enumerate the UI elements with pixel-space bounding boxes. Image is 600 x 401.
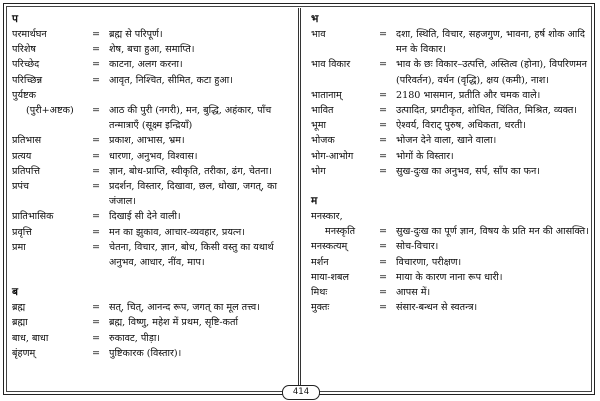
section-gap xyxy=(12,270,294,285)
entry-term: प्रतिभास xyxy=(12,135,42,147)
section-heading-ba: ब xyxy=(12,286,18,299)
glossary-entry xyxy=(311,270,591,285)
entry-definition: विचारणा, परीक्षण। xyxy=(396,256,462,268)
glossary-entry xyxy=(12,164,294,179)
equals-sign: = xyxy=(378,120,388,132)
equals-sign: = xyxy=(91,59,101,71)
equals-sign: = xyxy=(91,347,101,359)
glossary-entry xyxy=(12,57,294,72)
entry-definition: शेष, बचा हुआ, समाप्ति। xyxy=(109,44,195,56)
entry-definition: प्रदर्शन, विस्तार, दिखावा, छल, धोखा, जगत्, का जंजाल। xyxy=(109,181,277,208)
glossary-entry xyxy=(12,149,294,164)
entry-term: परिच्छिन्न xyxy=(12,74,43,86)
entry-term: भोजक xyxy=(311,135,335,147)
entry-definition: ज्ञान, बोध-प्राप्ति, स्वीकृति, तरीका, ढंग, चेतना। xyxy=(109,165,272,177)
equals-sign: = xyxy=(378,287,388,299)
left-column xyxy=(12,12,294,361)
entry-term: बृंहणम् xyxy=(12,347,36,359)
entry-definition: भोजन देने वाला, खाने वाला। xyxy=(396,135,497,147)
entry-definition: काटना, अलग करना। xyxy=(109,59,183,71)
entry-definition: उत्पादित, प्रगटीकृत, शोधित, चिंतित, मिश्रित, व्यक्त। xyxy=(396,105,577,117)
entry-term: भूमा xyxy=(311,120,326,132)
glossary-entry xyxy=(311,27,591,57)
entry-term: प्रपंच xyxy=(12,181,30,193)
equals-sign: = xyxy=(91,332,101,344)
equals-sign: = xyxy=(378,165,388,177)
equals-sign: = xyxy=(91,44,101,56)
entry-definition: सुख-दुःख का अनुभव, सर्प, साँप का फन। xyxy=(396,165,541,177)
entry-definition: चेतना, विचार, ज्ञान, बोध, किसी वस्तु का यथार्थ अनुभव, आधार, नींव, माप। xyxy=(109,241,274,269)
equals-sign: = xyxy=(91,302,101,314)
section-heading-bha: भ xyxy=(311,13,319,25)
entry-definition: ब्रह्म, विष्णु, महेश में प्रथम, सृष्टि-कर्ता xyxy=(109,317,238,329)
entry-definition: सोच-विचार। xyxy=(396,241,439,253)
equals-sign: = xyxy=(378,135,388,147)
entry-term-heading: मनस्कार, xyxy=(311,211,343,223)
glossary-entry xyxy=(12,179,294,209)
entry-definition: दिखाई सी देने वाली। xyxy=(109,211,181,223)
glossary-entry xyxy=(311,224,591,239)
entry-definition: संसार-बन्धन से स्वतन्त्र। xyxy=(396,302,478,314)
entry-term: माया-शबल xyxy=(311,271,350,283)
equals-sign: = xyxy=(91,181,101,193)
glossary-entry xyxy=(12,331,294,346)
glossary-entry xyxy=(311,164,591,179)
section-heading-ma: म xyxy=(311,195,318,208)
equals-sign: = xyxy=(378,105,388,117)
glossary-entry xyxy=(12,346,294,361)
glossary-entry xyxy=(311,57,591,87)
glossary-entry xyxy=(12,133,294,148)
entry-term: मनस्कृति xyxy=(325,226,356,238)
entry-term: भाव विकार xyxy=(311,59,351,71)
entry-term-heading: पुर्यष्टक xyxy=(12,89,36,101)
entry-term: प्रतिपत्ति xyxy=(12,165,40,177)
entry-definition: पुष्टिकारक (विस्तार)। xyxy=(109,347,182,359)
entry-term: (पुरी+अष्टक) xyxy=(26,105,74,117)
entry-definition: आवृत, निश्चित, सीमित, कटा हुआ। xyxy=(109,74,233,86)
entry-term: भोग xyxy=(311,165,326,177)
equals-sign: = xyxy=(91,74,101,86)
section-heading-pa: प xyxy=(12,13,18,25)
equals-sign: = xyxy=(91,135,101,147)
glossary-entry xyxy=(311,133,591,148)
entry-definition: भोगों के विस्तार। xyxy=(396,150,454,162)
glossary-entry xyxy=(12,73,294,88)
glossary-entry xyxy=(311,285,591,300)
equals-sign: = xyxy=(378,89,388,101)
equals-sign: = xyxy=(378,241,388,253)
entry-term: भातानाम् xyxy=(311,89,342,101)
glossary-entry xyxy=(311,239,591,254)
equals-sign: = xyxy=(378,29,388,40)
glossary-entry xyxy=(12,27,294,42)
equals-sign: = xyxy=(378,271,388,283)
equals-sign: = xyxy=(91,317,101,329)
entry-term: परिशेष xyxy=(12,44,36,56)
section-gap xyxy=(311,179,591,194)
equals-sign: = xyxy=(91,165,101,177)
entry-term: भाव xyxy=(311,29,326,40)
entry-definition: आपस में। xyxy=(396,287,431,299)
glossary-entry xyxy=(311,300,591,315)
entry-term: प्रातिभासिक xyxy=(12,211,54,223)
glossary-entry xyxy=(12,42,294,57)
entry-term: प्रवृत्ति xyxy=(12,226,32,238)
glossary-entry xyxy=(12,315,294,330)
entry-definition: ब्रह्म से परिपूर्ण। xyxy=(109,29,163,40)
equals-sign: = xyxy=(91,105,101,117)
entry-definition: आठ की पुरी (नगरी), मन, बुद्धि, अहंकार, पाँच तन्मात्राएँ (सूक्ष्म इन्द्रियाँ) xyxy=(109,105,272,132)
glossary-entry xyxy=(311,103,591,118)
glossary-entry xyxy=(311,118,591,133)
entry-term: मनस्कत्यम् xyxy=(311,241,348,253)
glossary-entry xyxy=(311,255,591,270)
entry-term: बाध, बाधा xyxy=(12,332,49,344)
entry-definition: दशा, स्थिति, विचार, सहजगुण, भावना, हर्ष शोक आदि मन के विकार। xyxy=(396,29,585,56)
entry-definition: धारणा, अनुभव, विश्वास। xyxy=(109,150,198,162)
equals-sign: = xyxy=(91,226,101,238)
entry-definition: 2180 भासमान, प्रतीति और चमक वाले। xyxy=(396,89,541,101)
entry-definition: ऐश्वर्य, विराट् पुरुष, अधिकता, धरती। xyxy=(396,120,526,132)
entry-term: परमार्थघन xyxy=(12,29,47,40)
equals-sign: = xyxy=(378,226,388,238)
glossary-entry xyxy=(12,240,294,270)
glossary-entry xyxy=(12,300,294,315)
right-column xyxy=(311,12,591,315)
equals-sign: = xyxy=(378,59,388,71)
entry-term: मुक्तः xyxy=(311,302,330,314)
entry-term: ब्रह्म xyxy=(12,302,26,314)
entry-definition: सत्, चित्, आनन्द रूप, जगत् का मूल तत्त्व। xyxy=(109,302,260,314)
entry-definition: मन का झुकाव, आचार-व्यवहार, प्रयत्न। xyxy=(109,226,245,238)
equals-sign: = xyxy=(378,256,388,268)
column-divider xyxy=(298,8,301,386)
entry-term: मिथः xyxy=(311,287,328,299)
entry-definition: रुकावट, पीड़ा। xyxy=(109,332,161,344)
entry-term: प्रमा xyxy=(12,241,26,253)
entry-definition: सुख-दुःख का पूर्ण ज्ञान, विषय के प्रति मन की आसक्ति। xyxy=(396,226,589,238)
equals-sign: = xyxy=(378,302,388,314)
equals-sign: = xyxy=(91,29,101,40)
entry-definition: प्रकाश, आभास, भ्रम। xyxy=(109,135,185,147)
glossary-entry xyxy=(12,103,294,133)
page-number: 414 xyxy=(282,385,320,400)
entry-term: भोग-आभोग xyxy=(311,150,354,162)
entry-definition: माया के कारण नाना रूप धारी। xyxy=(396,271,503,283)
equals-sign: = xyxy=(91,211,101,223)
entry-definition: भाव के छः विकार–उत्पत्ति, अस्तित्व (होना), विपरिणमन (परिवर्तन), वर्धन (वृद्धि), क्षय (कमी), नाश। xyxy=(396,59,587,86)
entry-term: परिच्छेद xyxy=(12,59,40,71)
entry-term: मर्शन xyxy=(311,256,329,268)
entry-term: ब्रह्मा xyxy=(12,317,28,329)
glossary-entry xyxy=(311,88,591,103)
equals-sign: = xyxy=(91,150,101,162)
equals-sign: = xyxy=(378,150,388,162)
glossary-entry xyxy=(311,149,591,164)
glossary-entry xyxy=(12,225,294,240)
glossary-entry xyxy=(12,209,294,224)
entry-term: भावित xyxy=(311,105,334,117)
entry-term: प्रत्यय xyxy=(12,150,32,162)
equals-sign: = xyxy=(91,241,101,253)
